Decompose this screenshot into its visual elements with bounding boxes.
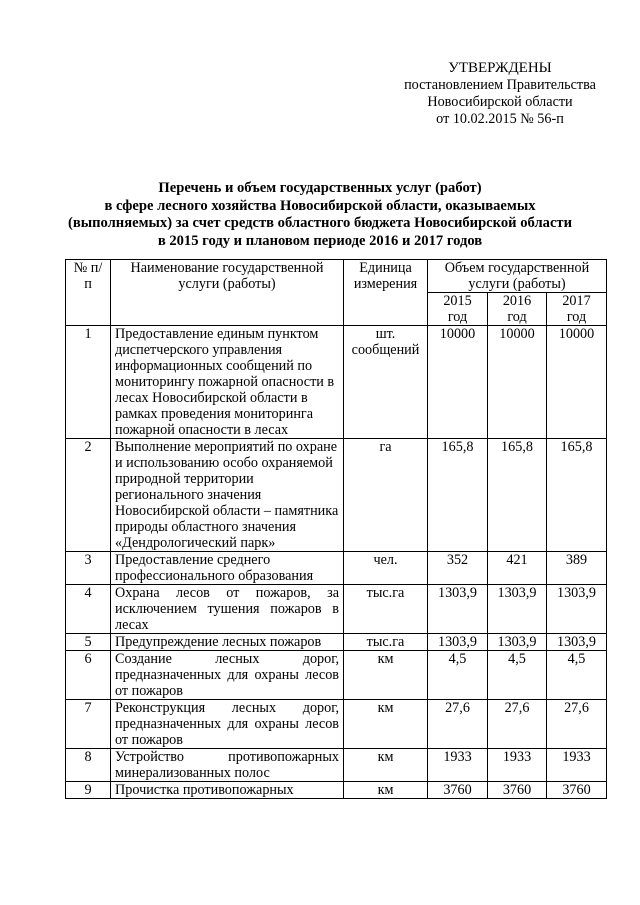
row-unit: шт. сообщений xyxy=(344,326,428,439)
header-name: Наименование государственной услуги (работы) xyxy=(111,260,344,326)
approval-heading: УТВЕРЖДЕНЫ xyxy=(448,60,552,76)
row-value-2017: 3760 xyxy=(547,782,607,799)
row-value-2017: 4,5 xyxy=(547,651,607,700)
row-service-name: Создание лесных дорог, предназначенных для охраны лесов от пожаров xyxy=(111,651,344,700)
header-year-2017: 2017 год xyxy=(547,293,607,326)
row-value-2016: 3760 xyxy=(488,782,547,799)
row-unit: км xyxy=(344,782,428,799)
row-unit: га xyxy=(344,439,428,552)
row-value-2015: 1933 xyxy=(428,749,488,782)
row-number: 6 xyxy=(66,651,111,700)
row-number: 8 xyxy=(66,749,111,782)
row-value-2017: 1933 xyxy=(547,749,607,782)
row-value-2016: 4,5 xyxy=(488,651,547,700)
row-service-name: Охрана лесов от пожаров, за исключением тушения пожаров в лесах xyxy=(111,585,344,634)
title-line: (выполняемых) за счет средств областного бюджета Новосибирской области xyxy=(67,215,573,231)
approval-line: от 10.02.2015 № 56-п xyxy=(436,111,564,127)
row-number: 7 xyxy=(66,700,111,749)
title-line: Перечень и объем государственных услуг (работ) xyxy=(158,180,482,196)
approval-block xyxy=(380,60,620,128)
row-unit: км xyxy=(344,749,428,782)
row-value-2017: 27,6 xyxy=(547,700,607,749)
row-service-name: Предоставление единым пунктом диспетчерского управления информационных сообщений по мониторингу пожарной опасности в лесах Новосибирской области в рамках проведения мониторинга пожарной опасности в лесах xyxy=(111,326,344,439)
table-row xyxy=(66,552,607,585)
row-unit: тыс.га xyxy=(344,634,428,651)
row-service-name: Предоставление среднего профессионального образования xyxy=(111,552,344,585)
approval-line: Новосибирской области xyxy=(427,94,573,110)
row-value-2015: 27,6 xyxy=(428,700,488,749)
title-line: в сфере лесного хозяйства Новосибирской области, оказываемых xyxy=(104,197,536,214)
row-value-2017: 1303,9 xyxy=(547,585,607,634)
approval-line: постановлением Правительства xyxy=(404,77,596,93)
row-unit: км xyxy=(344,651,428,700)
row-service-name: Устройство противопожарных минерализованных полос xyxy=(111,749,344,782)
row-value-2017: 389 xyxy=(547,552,607,585)
row-value-2015: 165,8 xyxy=(428,439,488,552)
document-title xyxy=(60,180,580,250)
row-number: 3 xyxy=(66,552,111,585)
row-unit: чел. xyxy=(344,552,428,585)
header-year-2016: 2016 год xyxy=(488,293,547,326)
row-value-2015: 1303,9 xyxy=(428,585,488,634)
table-row xyxy=(66,326,607,439)
table-row xyxy=(66,634,607,651)
table-row xyxy=(66,749,607,782)
header-volume: Объем государственной услуги (работы) xyxy=(428,260,607,293)
row-number: 1 xyxy=(66,326,111,439)
row-number: 5 xyxy=(66,634,111,651)
row-unit: км xyxy=(344,700,428,749)
row-number: 9 xyxy=(66,782,111,799)
table-row xyxy=(66,782,607,799)
row-value-2016: 1303,9 xyxy=(488,585,547,634)
row-value-2016: 421 xyxy=(488,552,547,585)
row-service-name: Предупреждение лесных пожаров xyxy=(111,634,344,651)
row-service-name: Прочистка противопожарных xyxy=(111,782,344,799)
row-unit: тыс.га xyxy=(344,585,428,634)
row-value-2015: 3760 xyxy=(428,782,488,799)
row-value-2015: 1303,9 xyxy=(428,634,488,651)
row-value-2017: 10000 xyxy=(547,326,607,439)
row-service-name: Выполнение мероприятий по охране и использованию особо охраняемой природной территории регионального значения Новосибирской области – памятника природы областного значения «Дендрологический парк» xyxy=(111,439,344,552)
row-value-2017: 165,8 xyxy=(547,439,607,552)
row-value-2016: 1933 xyxy=(488,749,547,782)
header-year-2015: 2015 год xyxy=(428,293,488,326)
row-value-2016: 165,8 xyxy=(488,439,547,552)
row-value-2015: 4,5 xyxy=(428,651,488,700)
table-row xyxy=(66,439,607,552)
row-value-2016: 1303,9 xyxy=(488,634,547,651)
header-unit: Единица измерения xyxy=(344,260,428,326)
row-value-2017: 1303,9 xyxy=(547,634,607,651)
header-num: № п/п xyxy=(66,260,111,326)
table-row xyxy=(66,651,607,700)
title-line: в 2015 году и плановом периоде 2016 и 2017 годов xyxy=(157,232,483,249)
table-header-row xyxy=(66,260,607,293)
row-value-2016: 27,6 xyxy=(488,700,547,749)
table-row xyxy=(66,700,607,749)
table-row xyxy=(66,585,607,634)
row-number: 4 xyxy=(66,585,111,634)
row-service-name: Реконструкция лесных дорог, предназначенных для охраны лесов от пожаров xyxy=(111,700,344,749)
row-value-2015: 10000 xyxy=(428,326,488,439)
services-table xyxy=(65,259,607,799)
row-value-2015: 352 xyxy=(428,552,488,585)
row-number: 2 xyxy=(66,439,111,552)
row-value-2016: 10000 xyxy=(488,326,547,439)
